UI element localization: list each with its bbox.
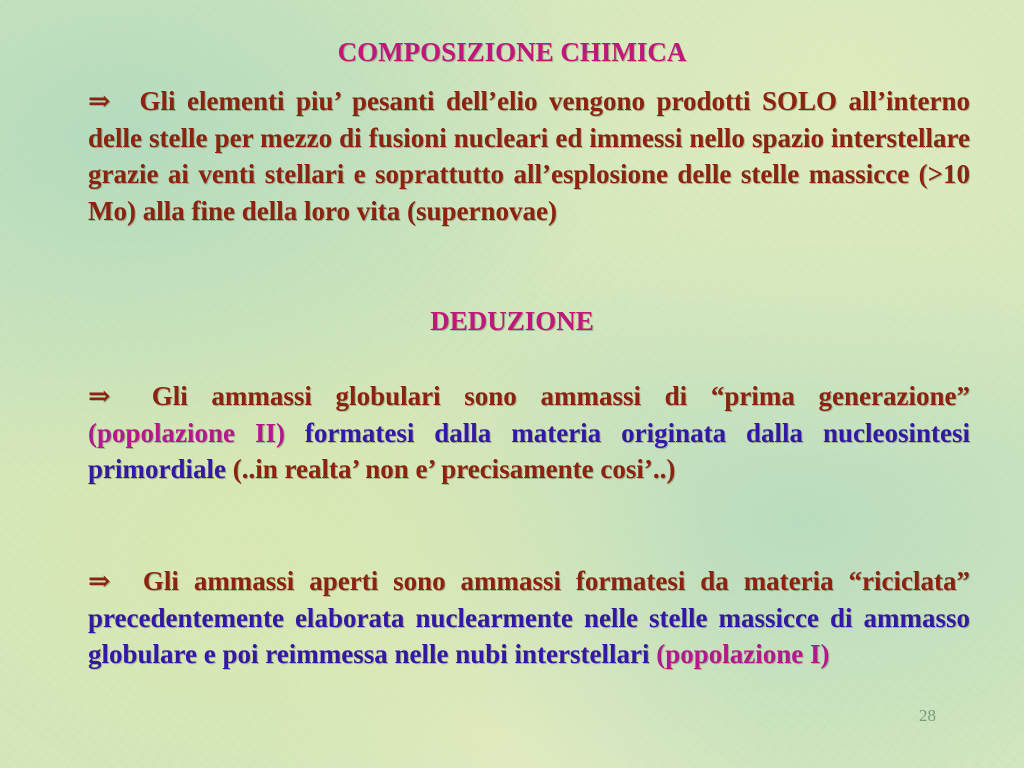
paragraph-open-clusters <box>88 563 970 673</box>
globular-text-blue: formatesi dalla materia originata dalla nucleosintesi primordiale <box>88 417 970 484</box>
population-ii-label: (popolazione II) <box>88 417 285 448</box>
deduction-heading: DEDUZIONE <box>430 306 594 336</box>
open-text-blue: precedentemente elaborata nuclearmente nelle stelle massicce di ammasso globulare e poi reimmessa nelle nubi interstellari <box>88 602 970 669</box>
implies-arrow-icon: ⇒ <box>88 566 111 596</box>
slide-title: COMPOSIZIONE CHIMICA <box>337 37 687 67</box>
globular-note: (..in realta’ non e’ precisamente cosi’..) <box>232 454 676 484</box>
implies-arrow-icon: ⇒ <box>88 381 111 411</box>
implies-arrow-icon: ⇒ <box>88 86 111 116</box>
paragraph-heavy-elements <box>88 83 970 229</box>
population-i-label: (popolazione I) <box>656 639 830 669</box>
paragraph-heavy-elements-text: Gli elementi piu’ pesanti dell’elio vengono prodotti SOLO all’interno delle stelle per mezzo di fusioni nucleari ed immessi nello spazio interstellare grazie ai venti stellari e soprattutto all’esplosione delle stelle massicce (>10 Mo) alla fine della loro vita (supernovae) <box>88 86 970 226</box>
paragraph-globular-clusters <box>88 378 970 488</box>
page-number: 28 <box>919 706 936 725</box>
open-text-red: Gli ammassi aperti sono ammassi formatesi da materia “riciclata” <box>142 566 970 596</box>
globular-text-red: Gli ammassi globulari sono ammassi di “prima generazione” <box>151 381 970 411</box>
